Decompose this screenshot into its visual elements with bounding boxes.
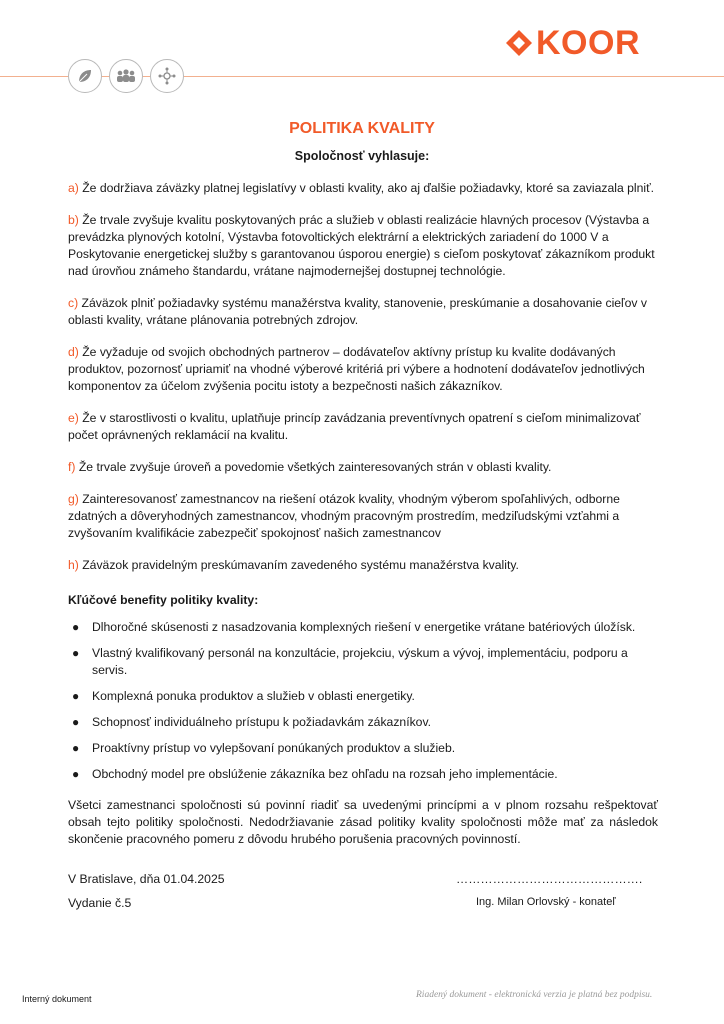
benefit-text: Obchodný model pre obslúženie zákazníka bez ohľadu na rozsah jeho implementácie. (92, 767, 558, 781)
page-title: POLITIKA KVALITY (289, 120, 435, 137)
list-item (68, 619, 658, 636)
list-item (68, 740, 658, 757)
logo-text: KOOR (536, 24, 640, 62)
benefit-text: Vlastný kvalifikovaný personál na konzultácie, projekciu, výskum a vývoj, implementáciu, podporu a servis. (92, 646, 628, 677)
signature-line: ………………………………………. (456, 872, 643, 886)
page-subtitle: Spoločnosť vyhlasuje: (294, 149, 430, 163)
policy-content (68, 180, 658, 848)
benefits-heading: Kľúčové benefity politiky kvality: (68, 593, 259, 607)
policy-point (68, 491, 658, 542)
benefit-text: Proaktívny prístup vo vylepšovaní ponúkaných produktov a služieb. (92, 741, 456, 755)
list-item (68, 688, 658, 705)
point-letter: g) (68, 492, 79, 506)
point-letter: b) (68, 213, 79, 227)
policy-point (68, 295, 658, 329)
point-text: Že dodržiava záväzky platnej legislatívy v oblasti kvality, ako aj ďalšie požiadavky, ktoré sa zaviazala plniť. (82, 181, 655, 195)
bullet-icon: ● (72, 620, 80, 634)
point-letter: f) (68, 460, 76, 474)
policy-point (68, 557, 658, 574)
benefit-text: Dlhoročné skúsenosti z nasadzovania komplexných riešení v energetike vrátane batériových úložísk. (92, 620, 636, 634)
list-item (68, 714, 658, 731)
list-item (68, 645, 658, 679)
edition: Vydanie č.5 (68, 896, 132, 910)
logo-diamond-icon (504, 28, 534, 58)
footer-internal-label: Interný dokument (22, 994, 92, 1004)
date-row (68, 872, 658, 886)
point-letter: h) (68, 558, 79, 572)
bullet-icon: ● (72, 741, 80, 755)
footer-controlled-note: Riadený dokument - elektronická verzia je platná bez podpisu. (416, 990, 653, 1000)
point-letter: c) (68, 296, 79, 310)
place-date: V Bratislave, dňa 01.04.2025 (68, 872, 225, 886)
list-item (68, 766, 658, 783)
point-letter: d) (68, 345, 79, 359)
policy-point (68, 180, 658, 197)
leaf-icon (68, 59, 102, 93)
point-text: Záväzok pravidelným preskúmavaním zavedeného systému manažérstva kvality. (82, 558, 519, 572)
policy-point (68, 459, 658, 476)
bullet-icon: ● (72, 715, 80, 729)
company-logo (504, 26, 640, 60)
benefit-text: Komplexná ponuka produktov a služieb v oblasti energetiky. (92, 689, 415, 703)
benefits-list (68, 619, 658, 783)
policy-point (68, 212, 658, 280)
benefit-text: Schopnosť individuálneho prístupu k požiadavkám zákazníkov. (92, 715, 432, 729)
policy-point (68, 344, 658, 395)
header-icons (68, 59, 184, 93)
point-letter: e) (68, 411, 79, 425)
signatory: Ing. Milan Orlovský - konateľ (476, 896, 616, 908)
closing-paragraph: Všetci zamestnanci spoločnosti sú povinní riadiť sa uvedenými princípmi a v plnom rozsahu rešpektovať obsah tejto politiky spoločnosti. Nedodržiavanie zásad politiky kvality spoločnosti môže mať za následok skončenie pracovného pomeru z dôvodu hrubého porušenia pracovných povinností. (68, 798, 658, 846)
point-letter: a) (68, 181, 79, 195)
network-icon (150, 59, 184, 93)
point-text: Že trvale zvyšuje úroveň a povedomie všetkých zainteresovaných strán v oblasti kvality. (78, 460, 552, 474)
point-text: Že trvale zvyšuje kvalitu poskytovaných prác a služieb v oblasti realizácie hlavných procesov (Výstavba a prevádzka plynových kotolní, Výstavba fotovoltických elektrární a elektrických zariadení do 1000 V a Poskytovanie energetickej služby s garantovanou úsporou energie) s cieľom poskytovať zákazníkom produkt nad úrovňou známeho štandardu, vrátane najmodernejšej dostupnej technológie. (68, 213, 655, 278)
point-text: Záväzok plniť požiadavky systému manažérstva kvality, stanovenie, preskúmanie a dosahovanie cieľov v oblasti kvality, vrátane plánovania potrebných zdrojov. (68, 296, 647, 327)
point-text: Že v starostlivosti o kvalitu, uplatňuje princíp zavádzania preventívnych opatrení s cieľom minimalizovať počet oprávnených reklamácií na kvalitu. (68, 411, 641, 442)
point-text: Zainteresovanosť zamestnancov na riešení otázok kvality, vhodným výberom spoľahlivých, odborne zdatných a dôveryhodných zamestnancov, vhodným pracovným prostredím, medziľudskými vzťahmi a zvyšovaním kvalifikácie zabezpečiť spokojnosť našich zamestnancov (68, 492, 620, 540)
point-text: Že vyžaduje od svojich obchodných partnerov – dodávateľov aktívny prístup ku kvalite dodávaných produktov, pozornosť upriamiť na vhodné výberové kritériá pri výbere a hodnotení dodávateľov jednotlivých komponentov za účelom zvýšenia pocitu istoty a bezpečnosti našich zákazníkov. (68, 345, 645, 393)
people-icon (109, 59, 143, 93)
policy-point (68, 410, 658, 444)
bullet-icon: ● (72, 767, 80, 781)
bullet-icon: ● (72, 646, 80, 660)
bullet-icon: ● (72, 689, 80, 703)
edition-row (68, 896, 658, 910)
